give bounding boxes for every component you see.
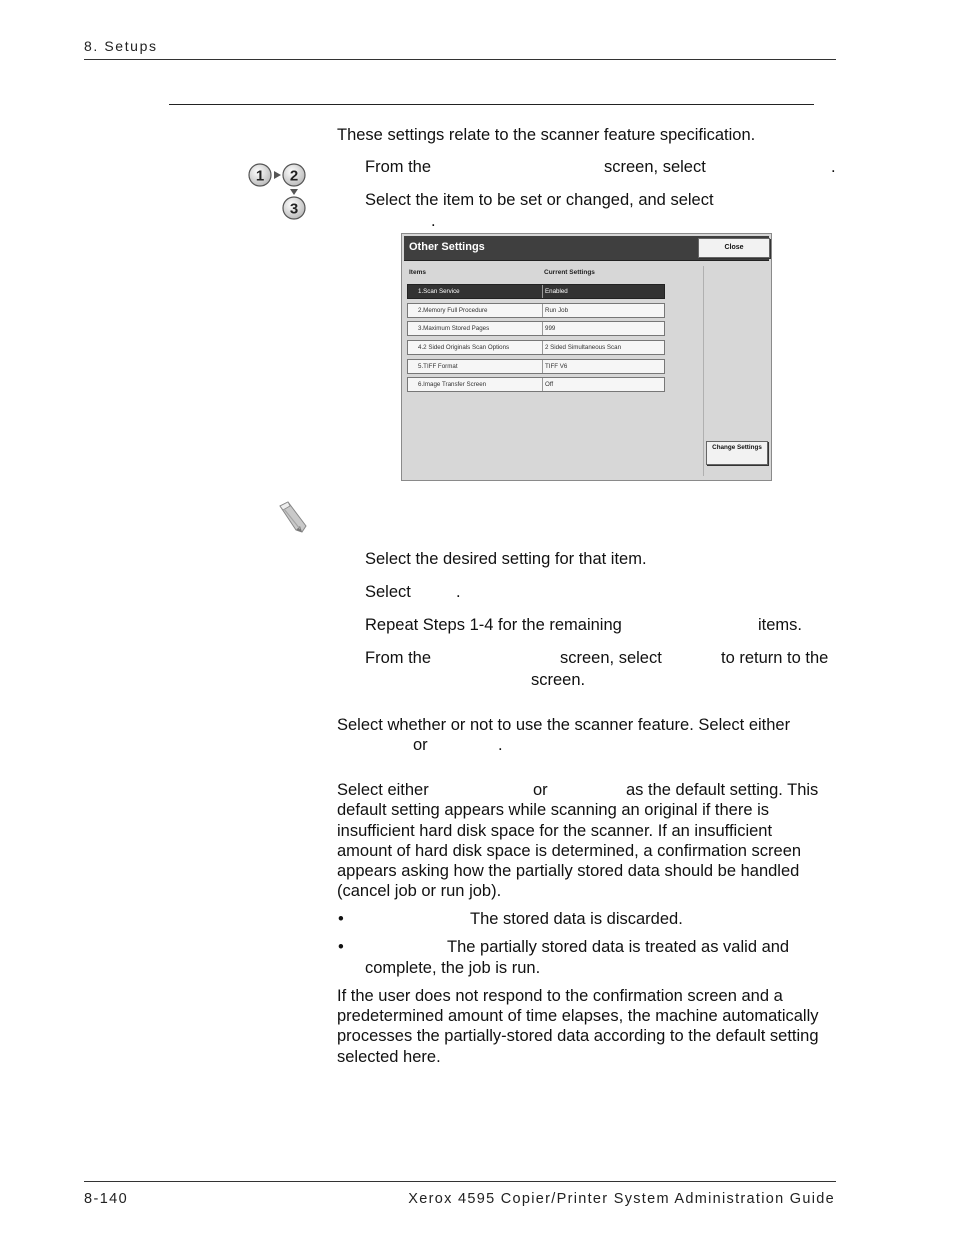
row-value: 2 Sided Simultaneous Scan (545, 344, 622, 352)
settings-row[interactable] (407, 321, 665, 336)
running-header: 8. Setups (84, 38, 158, 54)
close-button[interactable]: Close (698, 238, 770, 258)
note-pencil-icon (274, 500, 310, 534)
step2-text: Select the item to be set or changed, and select (365, 191, 714, 209)
bullet1-text: The stored data is discarded. (470, 910, 683, 928)
row-value: 999 (545, 325, 556, 333)
timeout-p3: processes the partially-stored data according to the default setting (337, 1027, 819, 1045)
items-column-header: Items (409, 269, 426, 276)
timeout-p1: If the user does not respond to the confirmation screen and a (337, 987, 783, 1005)
current-settings-column-header: Current Settings (544, 269, 595, 276)
step4-period: . (456, 583, 461, 601)
bullet2-text-cont: complete, the job is run. (365, 959, 541, 977)
row-value: Off (545, 381, 554, 389)
page-number: 8-140 (84, 1191, 129, 1207)
row-value: Enabled (545, 288, 568, 295)
row-item: 2.Memory Full Procedure (418, 306, 488, 314)
row-value: TIFF V6 (545, 362, 568, 370)
step6-screen-select: screen, select (560, 649, 662, 667)
step6-screen: screen. (531, 671, 586, 689)
step5-items: items. (758, 616, 803, 634)
header-rule (84, 59, 836, 60)
step2-period: . (431, 212, 436, 230)
step4-select: Select (365, 583, 411, 601)
svg-text:3: 3 (289, 200, 299, 218)
scan-service-or: or (413, 736, 428, 754)
footer-rule (84, 1181, 836, 1182)
row-item: 3.Maximum Stored Pages (418, 325, 490, 333)
settings-list (407, 284, 665, 396)
memory-full-or: or (533, 781, 548, 799)
step6-from: From the (365, 649, 432, 667)
intro-text: These settings relate to the scanner feature specification. (337, 126, 756, 144)
step1-from: From the (365, 158, 432, 176)
step3-text: Select the desired setting for that item. (365, 550, 647, 568)
memory-full-p4: appears asking how the partially stored data should be handled (337, 862, 800, 880)
other-settings-screen (401, 233, 772, 481)
guide-title: Xerox 4595 Copier/Printer System Administration Guide (408, 1191, 835, 1207)
step1-screen-select: screen, select (604, 158, 706, 176)
timeout-p4: selected here. (337, 1048, 441, 1066)
scan-service-text: Select whether or not to use the scanner feature. Select either (337, 716, 791, 734)
step6-return: to return to the (721, 649, 829, 667)
settings-row[interactable] (407, 340, 665, 355)
screen-title: Other Settings (409, 241, 485, 253)
section-rule (169, 104, 814, 105)
memory-full-p1: default setting appears while scanning an original if there is (337, 801, 770, 819)
change-settings-button[interactable]: Change Settings (706, 441, 768, 465)
bullet-dot: • (338, 910, 344, 928)
settings-row[interactable] (407, 359, 665, 374)
step5-text: Repeat Steps 1-4 for the remaining (365, 616, 622, 634)
row-item: 6.Image Transfer Screen (418, 381, 487, 389)
memory-full-default: as the default setting. This (626, 781, 819, 799)
settings-row[interactable] (407, 377, 665, 392)
memory-full-p5: (cancel job or run job). (337, 882, 502, 900)
svg-text:2: 2 (289, 167, 299, 185)
settings-row[interactable] (407, 303, 665, 318)
screen-title-bar (404, 236, 769, 261)
timeout-p2: predetermined amount of time elapses, the machine automatically (337, 1007, 819, 1025)
svg-text:1: 1 (255, 167, 265, 185)
side-divider (703, 266, 704, 476)
memory-full-p3: amount of hard disk space is determined, a confirmation screen (337, 842, 802, 860)
step1-period: . (831, 158, 836, 176)
memory-full-select: Select either (337, 781, 429, 799)
row-item: 1.Scan Service (418, 288, 460, 295)
bullet2-text: The partially stored data is treated as valid and (447, 938, 790, 956)
memory-full-p2: insufficient hard disk space for the scanner. If an insufficient (337, 822, 773, 840)
settings-row[interactable] (407, 284, 665, 299)
steps-icon (247, 160, 309, 222)
scan-service-period: . (498, 736, 503, 754)
row-item: 5.TIFF Format (418, 362, 458, 370)
row-value: Run Job (545, 306, 569, 314)
bullet-dot: • (338, 938, 344, 956)
row-item: 4.2 Sided Originals Scan Options (418, 344, 510, 352)
